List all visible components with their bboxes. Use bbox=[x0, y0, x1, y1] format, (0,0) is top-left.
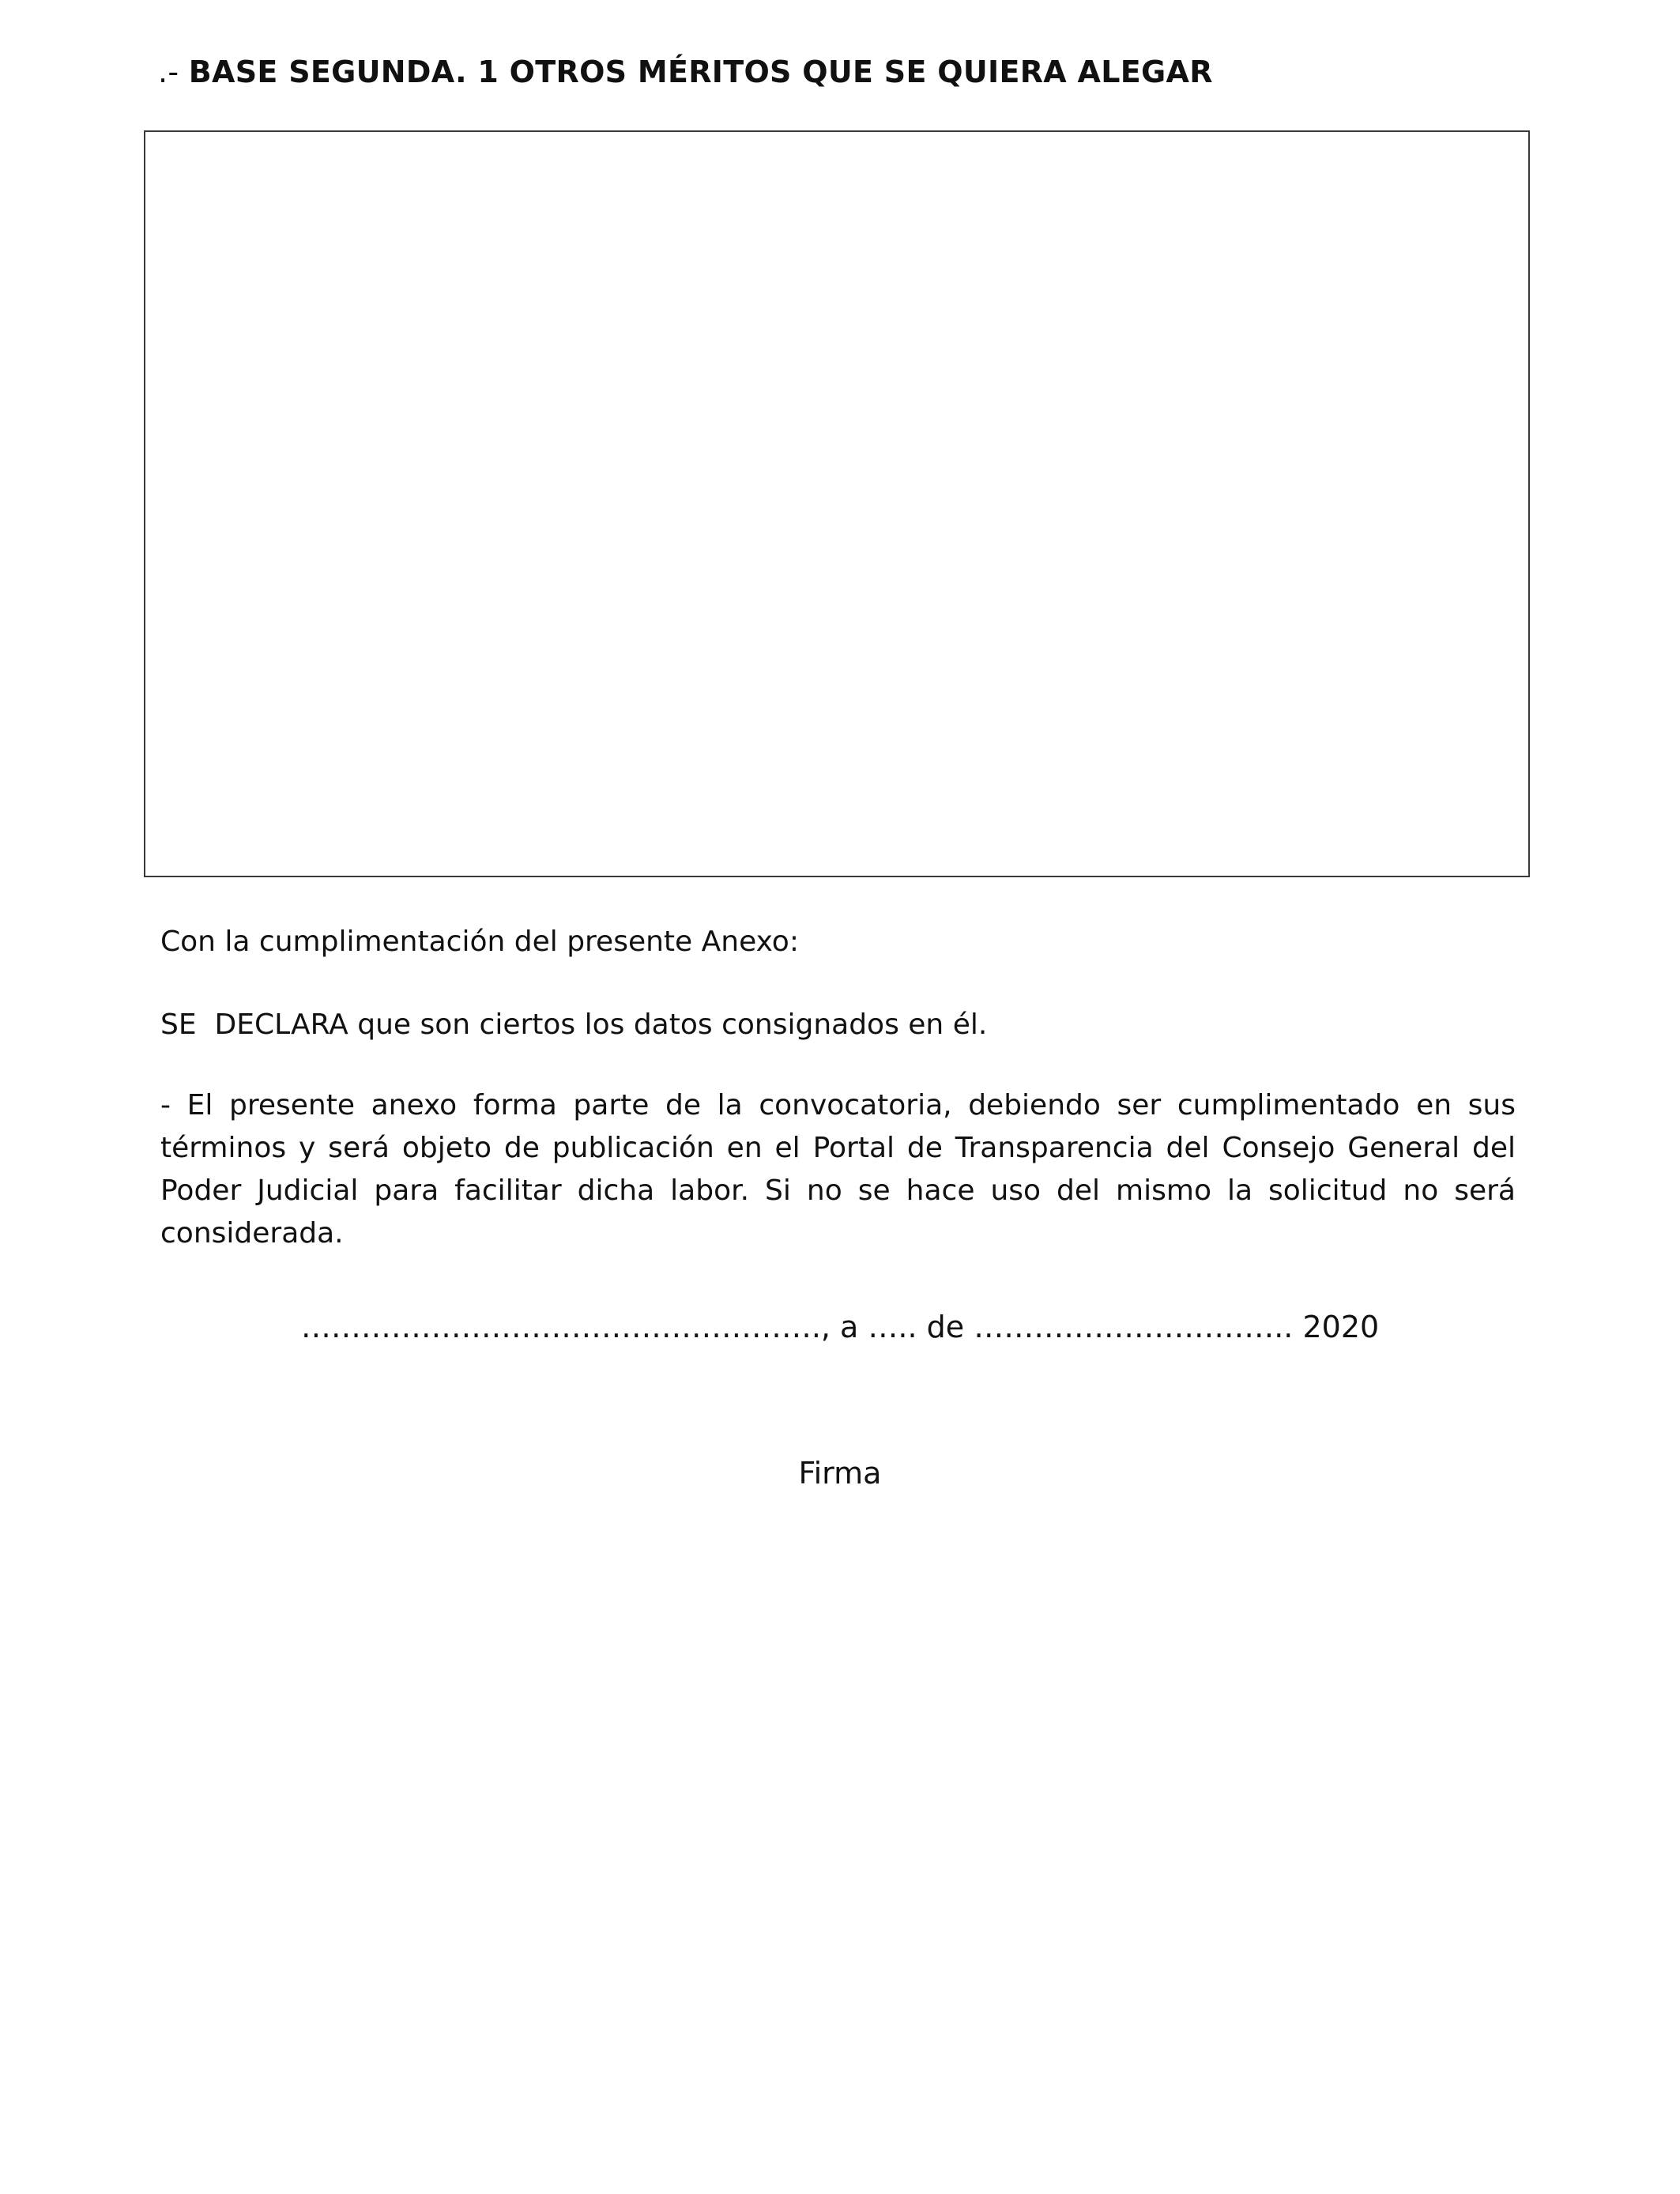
merits-entry-box[interactable] bbox=[144, 130, 1530, 877]
place-date-line: ……………………………………………., a ….. de ………………………….. 2020 bbox=[300, 1310, 1380, 1344]
heading-title: BASE SEGUNDA. 1 OTROS MÉRITOS QUE SE QUIERA ALEGAR bbox=[188, 55, 1213, 89]
heading-prefix: .- bbox=[158, 55, 189, 89]
section-heading bbox=[158, 49, 1213, 95]
notice-paragraph: - El presente anexo forma parte de la convocatoria, debiendo ser cumplimentado en sus términos y será objeto de publicación en el Portal de Transparencia del Consejo General del Poder Judicial para facilitar dicha labor. Si no se hace uso del mismo la solicitud no será considerada. bbox=[160, 1089, 1516, 1250]
intro-text: Con la cumplimentación del presente Anexo: bbox=[160, 925, 799, 958]
signature-label: Firma bbox=[798, 1456, 882, 1491]
declaration-text: SE DECLARA que son ciertos los datos consignados en él. bbox=[160, 1008, 988, 1041]
